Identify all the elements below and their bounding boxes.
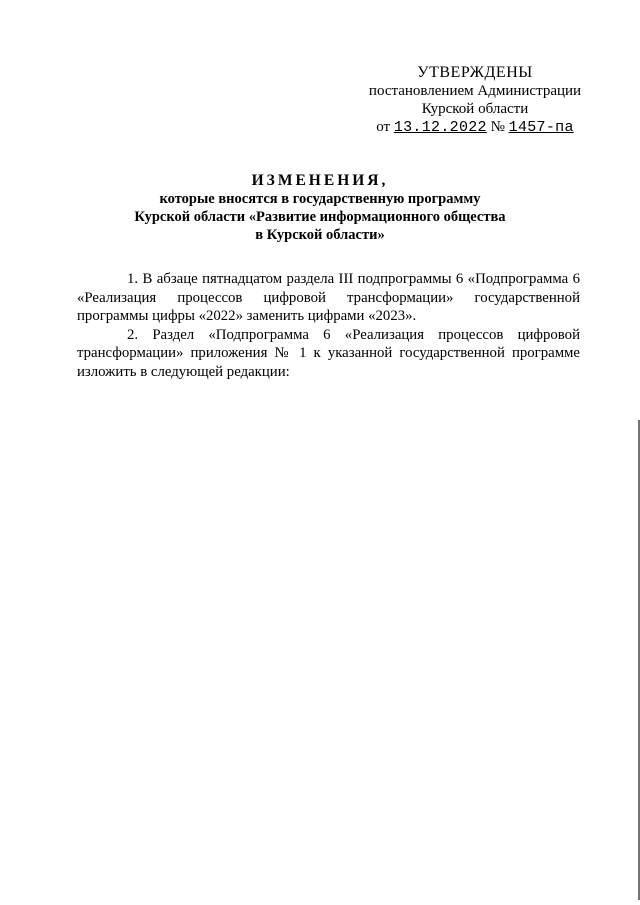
approval-region: Курской области	[421, 101, 529, 117]
date-prefix: от	[376, 119, 391, 135]
number-prefix: №	[490, 119, 505, 135]
approval-stamp-block	[360, 64, 590, 137]
approval-authority: постановлением Администрации	[368, 83, 582, 99]
document-title	[100, 172, 540, 244]
approval-number: 1457-па	[508, 119, 574, 136]
paragraph-2: 2. Раздел «Подпрограмма 6 «Реализация процессов цифровой трансформации» приложения № 1 к указанной государственной программе изложить в следующей редакции:	[77, 326, 580, 380]
title-line-1: которые вносятся в государственную программу	[159, 191, 481, 207]
title-line-3: в Курской области»	[255, 227, 385, 243]
title-line-2: Курской области «Развитие информационного общества	[134, 209, 506, 225]
approval-heading: УТВЕРЖДЕНЫ	[417, 64, 533, 81]
approval-dateline	[360, 118, 590, 137]
title-heading: ИЗМЕНЕНИЯ,	[251, 172, 389, 189]
approval-date: 13.12.2022	[393, 119, 487, 136]
document-body	[77, 270, 580, 381]
paragraph-1: 1. В абзаце пятнадцатом раздела III подпрограммы 6 «Подпрограмма 6 «Реализация процессов цифровой трансформации» государственной программы цифры «2022» заменить цифрами «2023».	[77, 271, 580, 324]
